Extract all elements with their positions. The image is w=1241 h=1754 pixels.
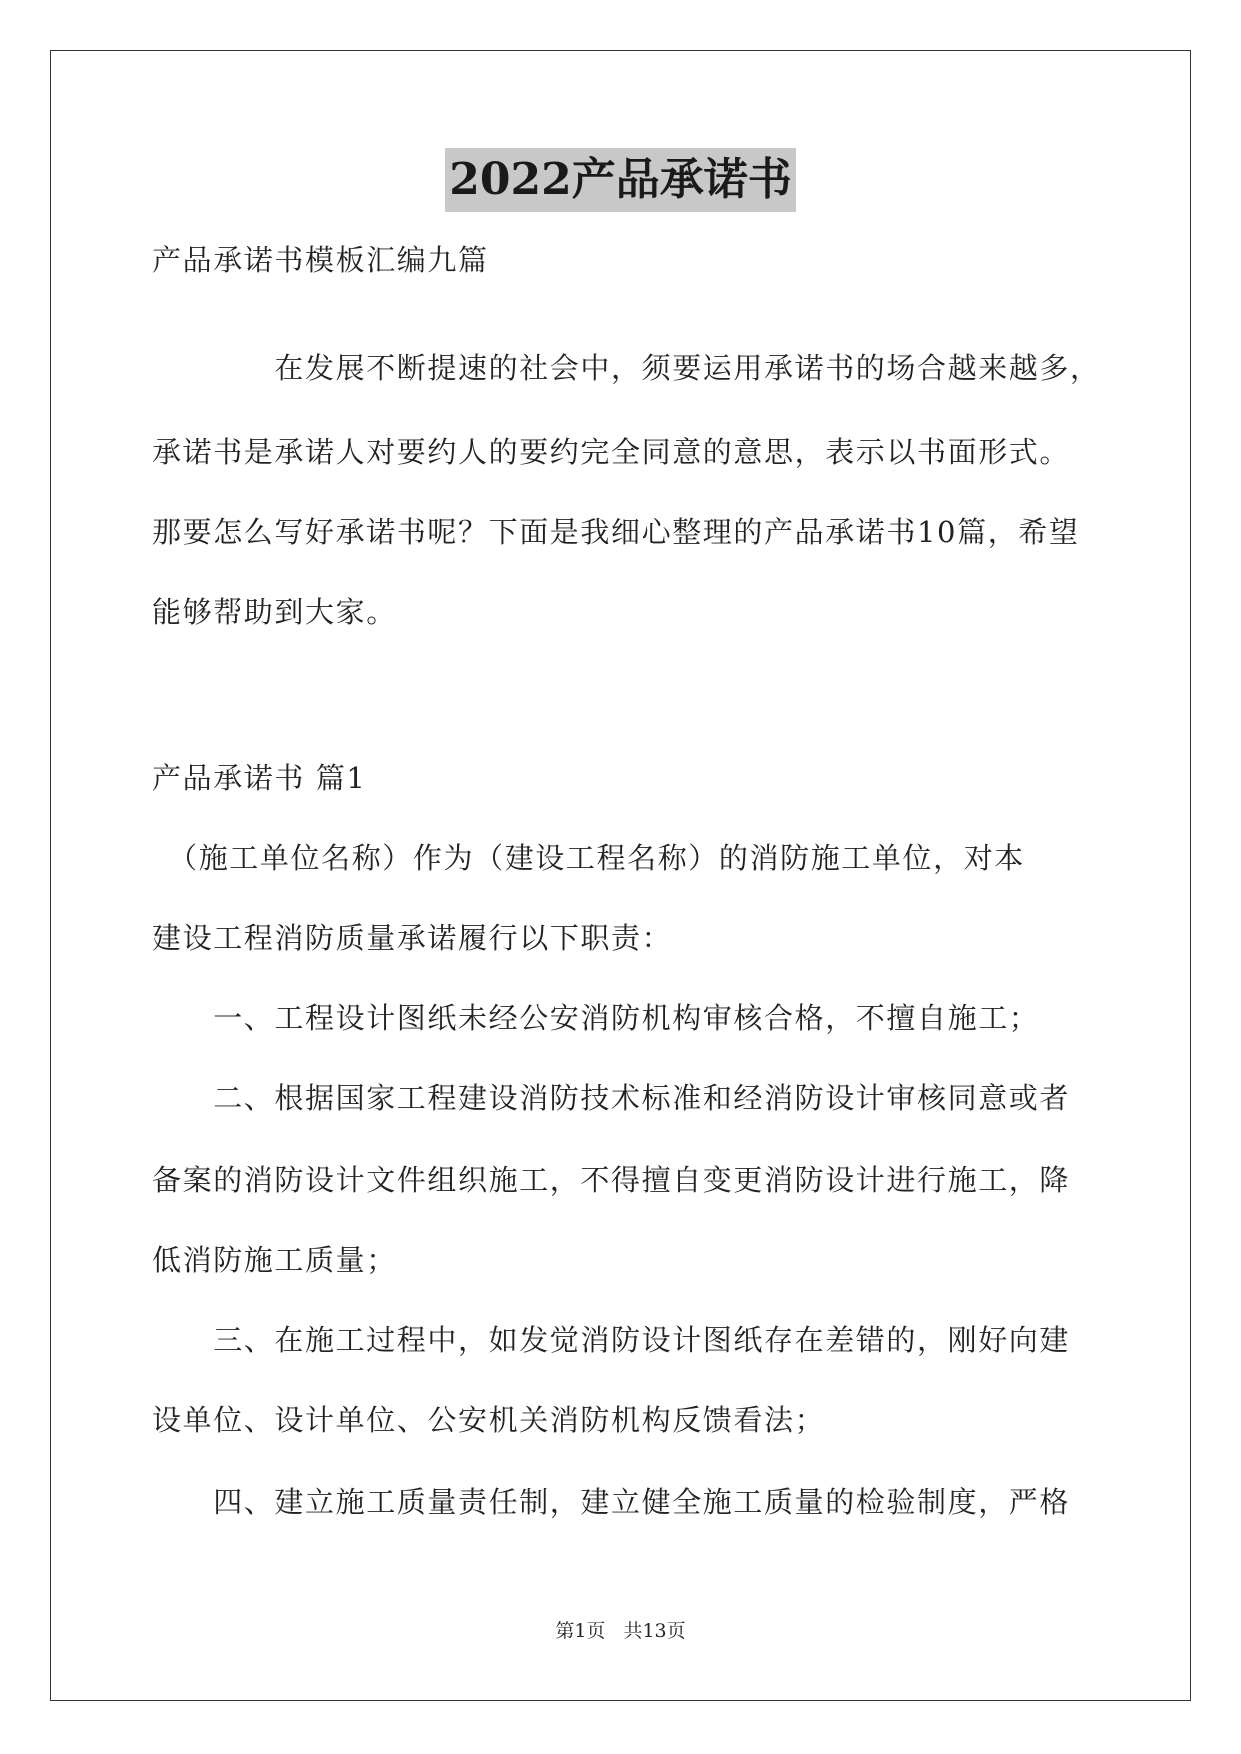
body-line: 二、根据国家工程建设消防技术标准和经消防设计审核同意或者 xyxy=(152,1081,1071,1115)
body-line: 低消防施工质量； xyxy=(152,1243,397,1277)
body-line: 设单位、设计单位、公安机关消防机构反馈看法； xyxy=(152,1403,826,1437)
body-line: （施工单位名称）作为（建设工程名称）的消防施工单位，对本 xyxy=(152,841,1025,875)
body-line: 那要怎么写好承诺书呢？下面是我细心整理的产品承诺书10篇，希望 xyxy=(152,515,1080,549)
subtitle-line: 产品承诺书模板汇编九篇 xyxy=(152,243,489,277)
body-line: 一、工程设计图纸未经公安消防机构审核合格，不擅自施工； xyxy=(152,1001,1040,1035)
body-line: 四、建立施工质量责任制，建立健全施工质量的检验制度，严格 xyxy=(152,1485,1071,1519)
body-line: 能够帮助到大家。 xyxy=(152,595,397,629)
body-line: 建设工程消防质量承诺履行以下职责： xyxy=(152,921,673,955)
document-title: 2022产品承诺书 xyxy=(445,148,795,212)
body-line: 承诺书是承诺人对要约人的要约完全同意的意思，表示以书面形式。 xyxy=(152,435,1071,469)
body-line: 三、在施工过程中，如发觉消防设计图纸存在差错的，刚好向建 xyxy=(152,1323,1071,1357)
page-total: 共13页 xyxy=(623,1620,686,1642)
body-line: 在发展不断提速的社会中，须要运用承诺书的场合越来越多， xyxy=(152,351,1101,385)
body-line: 备案的消防设计文件组织施工，不得擅自变更消防设计进行施工，降 xyxy=(152,1163,1071,1197)
section-heading: 产品承诺书 篇1 xyxy=(152,761,367,795)
page-number: 第1页 xyxy=(555,1620,606,1642)
page-footer xyxy=(0,1619,1241,1643)
title-wrap xyxy=(0,148,1241,212)
